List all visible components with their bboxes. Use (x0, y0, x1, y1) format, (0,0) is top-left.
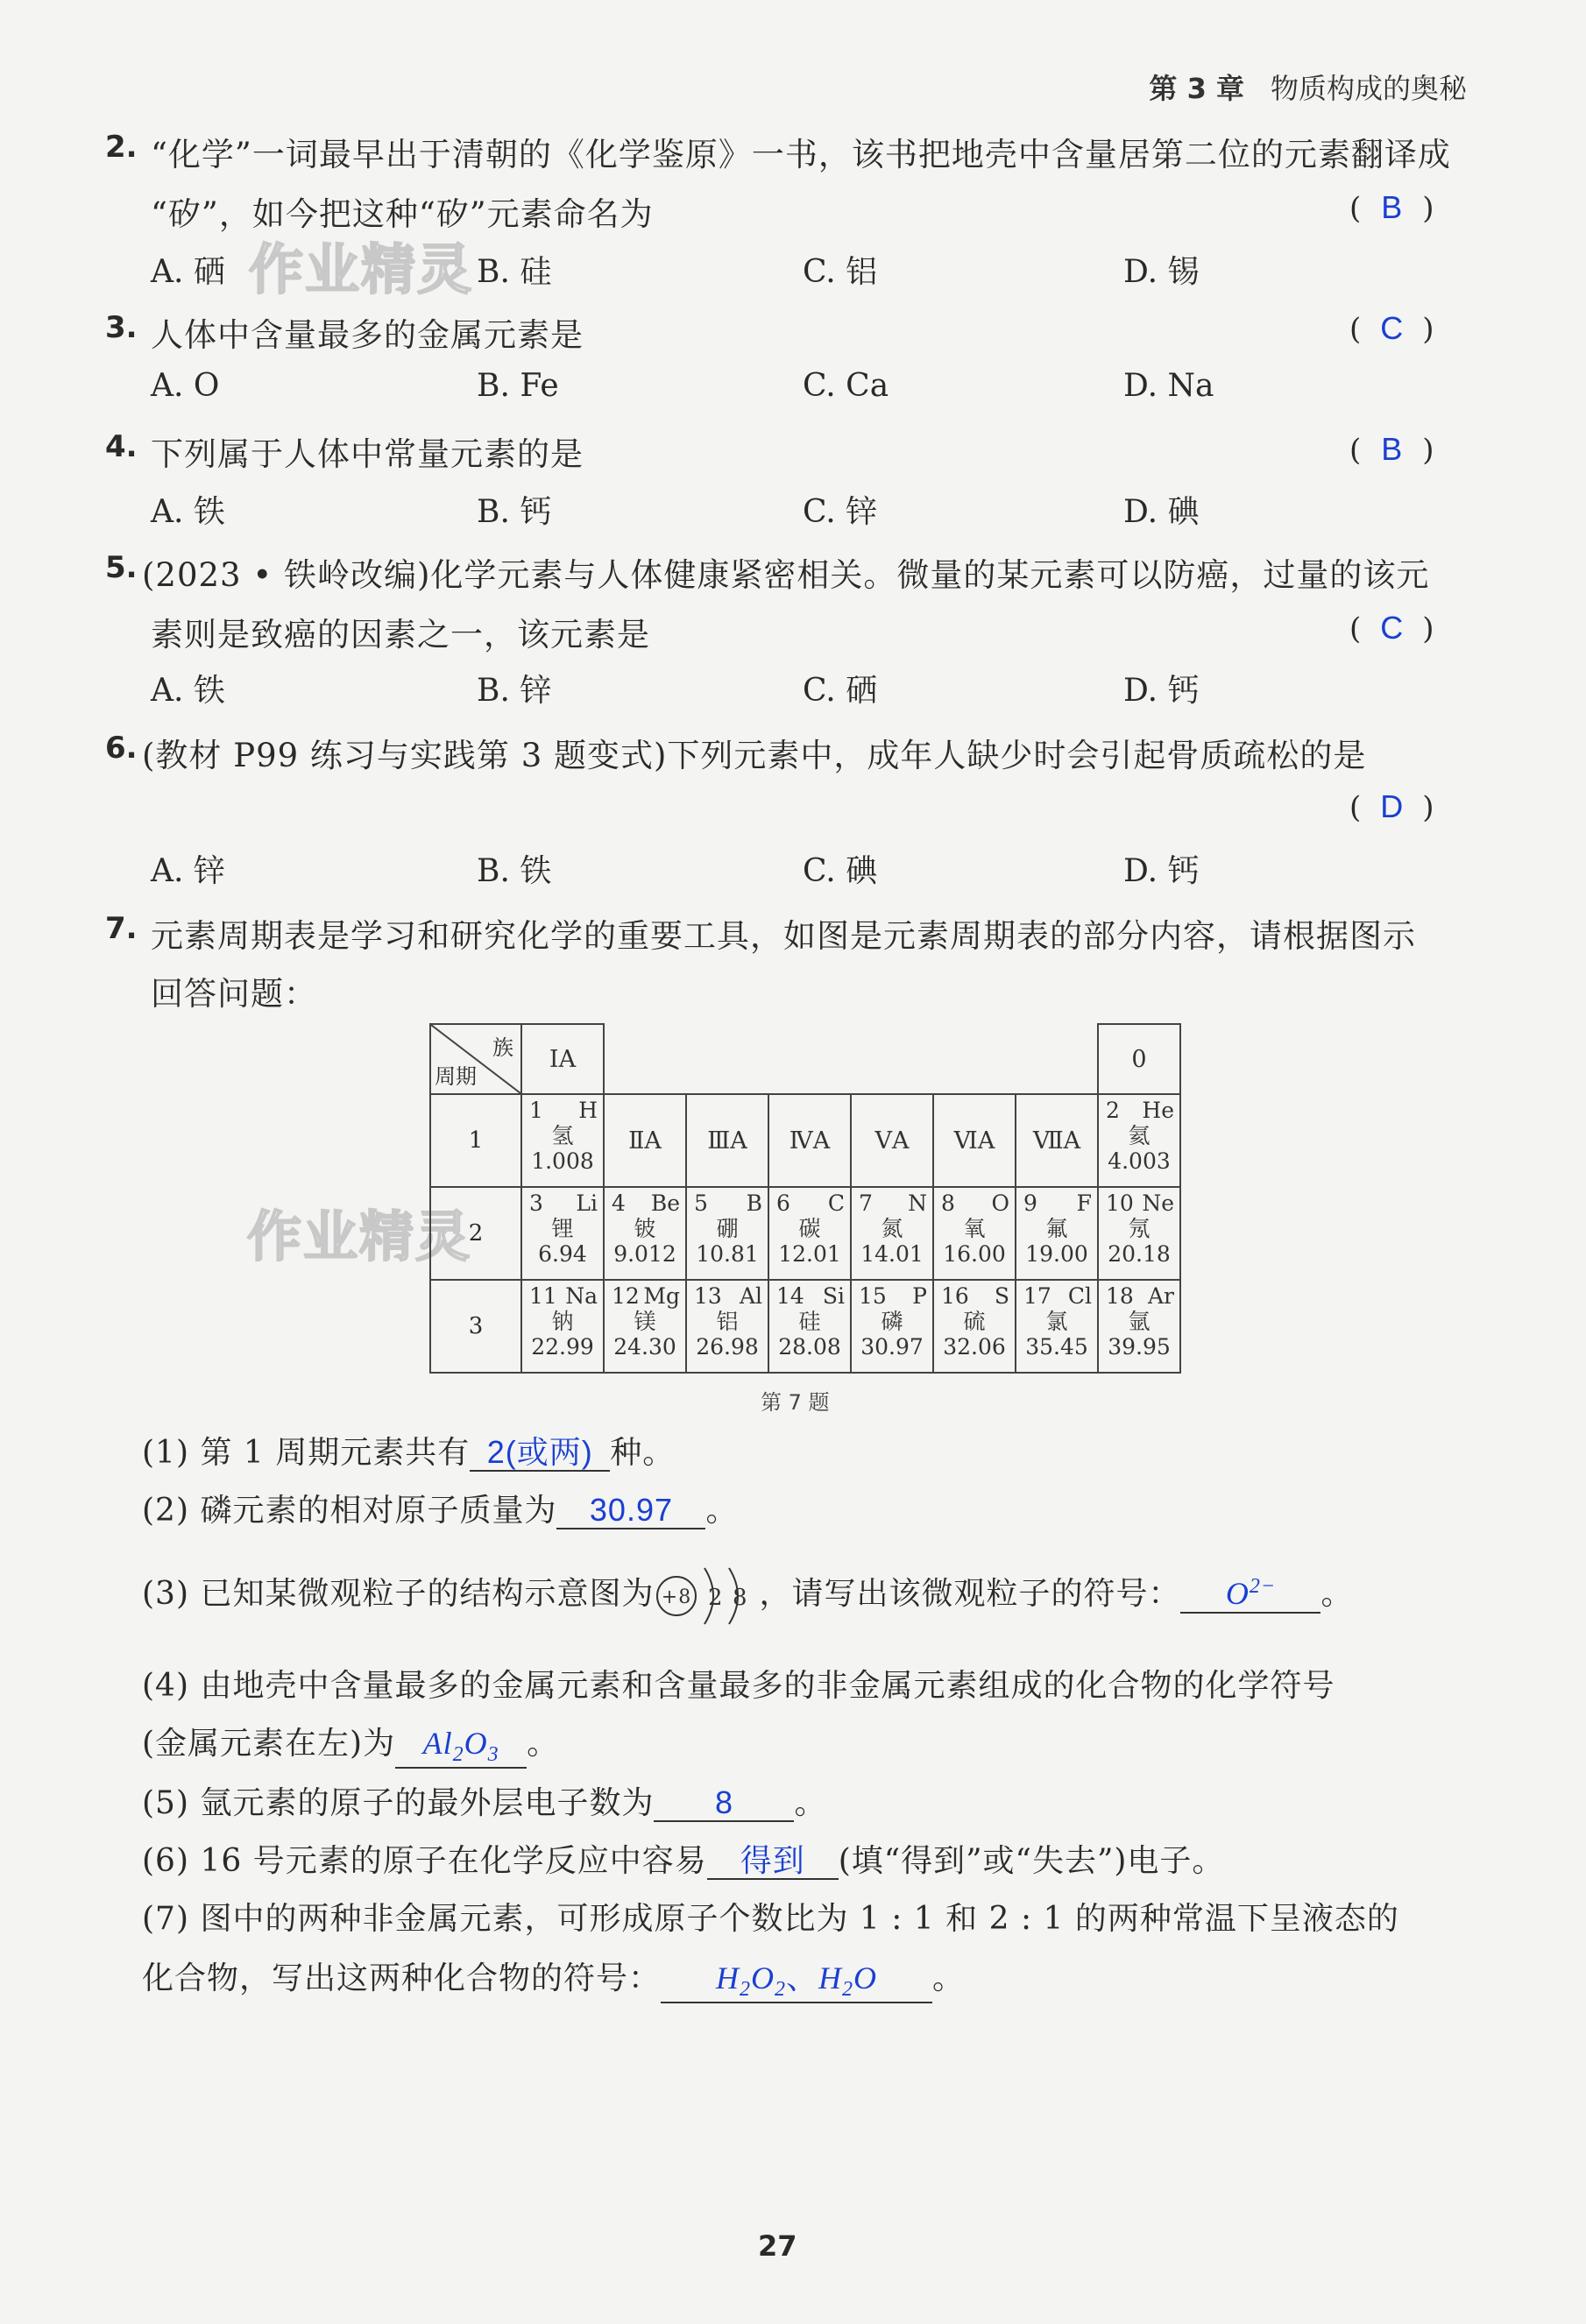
atomic-mass: 28.08 (778, 1333, 841, 1360)
element-cell (604, 1280, 686, 1373)
group-header-label: 族 (492, 1035, 513, 1060)
element-cell (851, 1280, 933, 1373)
answer-subscript: 2 (452, 1743, 464, 1767)
answer-symbol: O (853, 1960, 878, 1996)
atomic-number: 12 (612, 1283, 640, 1309)
atomic-number: 10 (1106, 1190, 1134, 1216)
sub-question-text: (2) 磷元素的相对原子质量为 (142, 1493, 557, 1529)
table-gap (604, 1024, 1098, 1094)
answer-subscript: 2 (740, 1978, 751, 2002)
option-b: B. 硅 (477, 254, 552, 290)
answer-symbol: Al (422, 1726, 453, 1761)
sub-question-text: (金属元素在左)为 (142, 1726, 396, 1762)
question-text: 回答问题： (151, 975, 317, 1013)
element-name: 氩 (1128, 1308, 1151, 1334)
element-symbol: Al (739, 1283, 762, 1309)
element-cell (1016, 1187, 1098, 1280)
group-label: ⅠA (521, 1024, 604, 1094)
element-cell (851, 1187, 933, 1280)
answer-blank (1180, 1575, 1320, 1614)
element-symbol: Cl (1067, 1283, 1092, 1309)
answer-subscript: 2 (842, 1978, 854, 2002)
answer-bracket: ( C ) (1349, 610, 1434, 646)
answer-choice: D (1380, 788, 1404, 824)
element-symbol: H (578, 1098, 598, 1123)
answer-subscript: 2 (775, 1978, 786, 2002)
atomic-number: 16 (941, 1283, 969, 1309)
answer-bracket: ( B ) (1349, 431, 1434, 468)
question-text: 下列属于人体中常量元素的是 (151, 435, 584, 473)
option-c: C. Ca (803, 368, 889, 404)
answer-bracket: ( C ) (1349, 310, 1434, 347)
sub-question-3 (142, 1561, 1353, 1631)
question-number: 5. (105, 550, 138, 585)
atomic-mass: 6.94 (538, 1240, 587, 1267)
option-a: A. O (151, 368, 220, 404)
element-symbol: Mg (643, 1283, 680, 1309)
sub-question-text: 。 (705, 1493, 739, 1529)
table-corner (430, 1024, 521, 1094)
element-symbol: He (1142, 1098, 1174, 1123)
question-text: “矽”，如今把这种“矽”元素命名为 (151, 195, 654, 233)
atomic-number: 18 (1106, 1283, 1134, 1309)
element-cell (768, 1187, 851, 1280)
sub-question-2 (142, 1486, 738, 1530)
shell-2-electrons: 8 (733, 1585, 748, 1611)
group-label: ⅤA (851, 1094, 933, 1187)
option-b: B. 钙 (477, 494, 552, 530)
atomic-number: 7 (859, 1190, 873, 1216)
atomic-mass: 1.008 (531, 1148, 594, 1174)
atomic-mass: 22.99 (531, 1333, 594, 1360)
sub-question-text: ，请写出该微观粒子的符号： (759, 1576, 1181, 1612)
element-symbol: Na (565, 1283, 598, 1309)
element-name: 铍 (634, 1215, 656, 1241)
element-symbol: Ne (1142, 1190, 1174, 1216)
element-cell (1098, 1280, 1180, 1373)
atomic-mass: 12.01 (778, 1240, 841, 1267)
atomic-mass: 30.97 (860, 1333, 924, 1360)
element-name: 硫 (963, 1308, 986, 1334)
option-d: D. Na (1123, 368, 1214, 404)
answer-symbol: H (818, 1960, 843, 1996)
atomic-mass: 4.003 (1108, 1148, 1171, 1174)
answer-bracket: ( B ) (1349, 189, 1434, 226)
nucleus-charge: +8 (662, 1586, 692, 1608)
element-name: 钠 (551, 1308, 574, 1334)
question-number: 2. (105, 130, 138, 165)
atomic-number: 2 (1106, 1098, 1120, 1123)
sub-question-text: (6) 16 号元素的原子在化学反应中容易 (142, 1843, 707, 1879)
question-text: “化学”一词最早出于清朝的《化学鉴原》一书，该书把地壳中含量居第二位的元素翻译成 (151, 136, 1451, 173)
answer-symbol: O (1225, 1576, 1250, 1611)
watermark-logo: 作业精灵 (249, 237, 474, 301)
element-symbol: P (912, 1283, 927, 1309)
sub-question-4-cont (142, 1719, 559, 1769)
element-symbol: F (1076, 1190, 1092, 1216)
element-cell (686, 1187, 768, 1280)
watermark-logo: 作业精灵 (247, 1204, 472, 1268)
atomic-number: 17 (1023, 1283, 1051, 1309)
answer-charge: 2− (1249, 1575, 1277, 1598)
element-symbol: Si (822, 1283, 845, 1309)
element-symbol: Be (650, 1190, 680, 1216)
element-cell (933, 1187, 1016, 1280)
element-name: 磷 (881, 1308, 903, 1334)
element-name: 硅 (798, 1308, 821, 1334)
page-number: 27 (758, 2229, 797, 2263)
option-c: C. 硒 (803, 673, 878, 709)
atomic-mass: 26.98 (696, 1333, 759, 1360)
figure-caption: 第 7 题 (761, 1390, 830, 1415)
element-cell (521, 1094, 604, 1187)
atomic-mass: 19.00 (1025, 1240, 1088, 1267)
element-cell (1016, 1280, 1098, 1373)
answer-blank (661, 1961, 932, 2003)
sub-question-text: 。 (1320, 1576, 1354, 1612)
question-number: 6. (105, 731, 138, 766)
question-text: 元素周期表是学习和研究化学的重要工具，如图是元素周期表的部分内容，请根据图示 (151, 917, 1416, 955)
atomic-mass: 14.01 (860, 1240, 924, 1267)
option-b: B. Fe (477, 368, 559, 404)
element-cell (686, 1280, 768, 1373)
atomic-number: 3 (529, 1190, 543, 1216)
element-name: 氦 (1128, 1122, 1151, 1148)
atom-structure-diagram (654, 1561, 759, 1631)
option-a: A. 硒 (151, 254, 225, 290)
question-text: 素则是致癌的因素之一，该元素是 (151, 616, 650, 653)
element-cell (521, 1280, 604, 1373)
option-c: C. 锌 (803, 494, 878, 530)
element-name: 铝 (716, 1308, 739, 1334)
sub-question-4: (4) 由地壳中含量最多的金属元素和含量最多的非金属元素组成的化合物的化学符号 (142, 1668, 1335, 1704)
shell-1-electrons: 2 (708, 1585, 724, 1611)
option-b: B. 铁 (477, 853, 552, 889)
element-symbol: Li (576, 1190, 598, 1216)
option-c: C. 碘 (803, 853, 878, 889)
answer-separator: 、 (786, 1960, 819, 1996)
sub-question-text: (填“得到”或“失去”)电子。 (838, 1843, 1225, 1879)
atomic-mass: 9.012 (613, 1240, 676, 1267)
period-label: 2 (430, 1187, 521, 1280)
group-label: ⅥA (933, 1094, 1016, 1187)
sub-question-text: 。 (794, 1785, 827, 1821)
sub-question-text: 。 (932, 1960, 966, 1996)
option-a: A. 铁 (151, 494, 225, 530)
period-header-label: 周期 (435, 1064, 477, 1089)
period-label: 3 (430, 1280, 521, 1373)
group-label: 0 (1098, 1024, 1180, 1094)
element-name: 镁 (634, 1308, 656, 1334)
sub-question-text: (5) 氩元素的原子的最外层电子数为 (142, 1785, 655, 1821)
element-name: 氖 (1128, 1215, 1151, 1241)
atomic-number: 8 (941, 1190, 955, 1216)
element-symbol: C (827, 1190, 845, 1216)
sub-question-text: (1) 第 1 周期元素共有 (142, 1435, 471, 1471)
element-symbol: O (991, 1190, 1009, 1216)
answer-symbol: O (464, 1726, 488, 1761)
sub-question-6 (142, 1836, 1224, 1881)
sub-question-text: 。 (527, 1726, 560, 1762)
question-text: (教材 P99 练习与实践第 3 题变式)下列元素中，成年人缺少时会引起骨质疏松的是 (142, 737, 1367, 774)
periodic-table (429, 1023, 1181, 1374)
sub-question-text: 化合物，写出这两种化合物的符号： (142, 1960, 662, 1996)
element-symbol: Ar (1147, 1283, 1174, 1309)
option-d: D. 钙 (1123, 853, 1200, 889)
atomic-number: 11 (529, 1283, 557, 1309)
answer-blank: 2(或两) (470, 1435, 610, 1472)
atomic-number: 4 (612, 1190, 626, 1216)
option-b: B. 锌 (477, 673, 552, 709)
question-number: 3. (105, 310, 138, 345)
element-name: 氯 (1045, 1308, 1068, 1334)
chapter-title: 物质构成的奥秘 (1270, 72, 1467, 105)
sub-question-7: (7) 图中的两种非金属元素，可形成原子个数比为 1 : 1 和 2 : 1 的两种常温下呈液态的 (142, 1901, 1399, 1937)
element-cell (1098, 1187, 1180, 1280)
option-c: C. 铝 (803, 254, 878, 290)
element-name: 氧 (963, 1215, 986, 1241)
sub-question-5 (142, 1778, 826, 1823)
answer-blank: 8 (654, 1785, 794, 1822)
answer-choice: C (1380, 310, 1404, 346)
atomic-number: 1 (529, 1098, 543, 1123)
option-a: A. 锌 (151, 853, 225, 889)
atomic-number: 6 (776, 1190, 790, 1216)
answer-choice: C (1380, 610, 1404, 646)
chapter-header (1149, 67, 1467, 107)
group-label: ⅢA (686, 1094, 768, 1187)
group-label: ⅡA (604, 1094, 686, 1187)
answer-symbol: H (716, 1960, 740, 1996)
element-cell (768, 1280, 851, 1373)
option-d: D. 钙 (1123, 673, 1200, 709)
element-cell (1098, 1094, 1180, 1187)
atomic-mass: 24.30 (613, 1333, 676, 1360)
answer-choice: B (1381, 431, 1403, 467)
sub-question-text: 种。 (610, 1435, 676, 1471)
answer-blank: 得到 (707, 1843, 839, 1880)
element-name: 锂 (551, 1215, 574, 1241)
option-a: A. 铁 (151, 673, 225, 709)
chapter-number: 第 3 章 (1149, 72, 1244, 105)
atomic-number: 14 (776, 1283, 804, 1309)
atomic-mass: 16.00 (943, 1240, 1006, 1267)
question-number: 4. (105, 429, 138, 464)
option-d: D. 锡 (1123, 254, 1200, 290)
element-name: 氢 (551, 1122, 574, 1148)
element-name: 氮 (881, 1215, 903, 1241)
sub-question-1 (142, 1428, 675, 1473)
atomic-number: 15 (859, 1283, 887, 1309)
answer-blank: 30.97 (556, 1493, 705, 1529)
answer-blank (395, 1727, 527, 1769)
group-label: ⅦA (1016, 1094, 1098, 1187)
question-number: 7. (105, 911, 138, 946)
element-symbol: B (746, 1190, 762, 1216)
answer-bracket: ( D ) (1349, 788, 1434, 825)
atomic-mass: 32.06 (943, 1333, 1006, 1360)
atomic-mass: 35.45 (1025, 1333, 1088, 1360)
sub-question-7-cont (142, 1953, 965, 2003)
period-label: 1 (430, 1094, 521, 1187)
question-text: 人体中含量最多的金属元素是 (151, 316, 584, 354)
element-symbol: N (908, 1190, 927, 1216)
answer-symbol: O (751, 1960, 775, 1996)
atomic-mass: 20.18 (1108, 1240, 1171, 1267)
answer-choice: B (1381, 189, 1403, 225)
atomic-number: 13 (694, 1283, 722, 1309)
atomic-mass: 10.81 (696, 1240, 759, 1267)
answer-subscript: 3 (487, 1743, 499, 1767)
group-label: ⅣA (768, 1094, 851, 1187)
question-text: (2023 • 铁岭改编)化学元素与人体健康紧密相关。微量的某元素可以防癌，过量的该元 (142, 556, 1430, 594)
atomic-mass: 39.95 (1108, 1333, 1171, 1360)
element-cell (933, 1280, 1016, 1373)
element-name: 硼 (716, 1215, 739, 1241)
atomic-number: 5 (694, 1190, 708, 1216)
element-cell (521, 1187, 604, 1280)
option-d: D. 碘 (1123, 494, 1200, 530)
element-cell (604, 1187, 686, 1280)
element-symbol: S (994, 1283, 1009, 1309)
element-name: 氟 (1045, 1215, 1068, 1241)
atomic-number: 9 (1023, 1190, 1037, 1216)
element-name: 碳 (798, 1215, 821, 1241)
sub-question-text: (3) 已知某微观粒子的结构示意图为 (142, 1576, 655, 1612)
